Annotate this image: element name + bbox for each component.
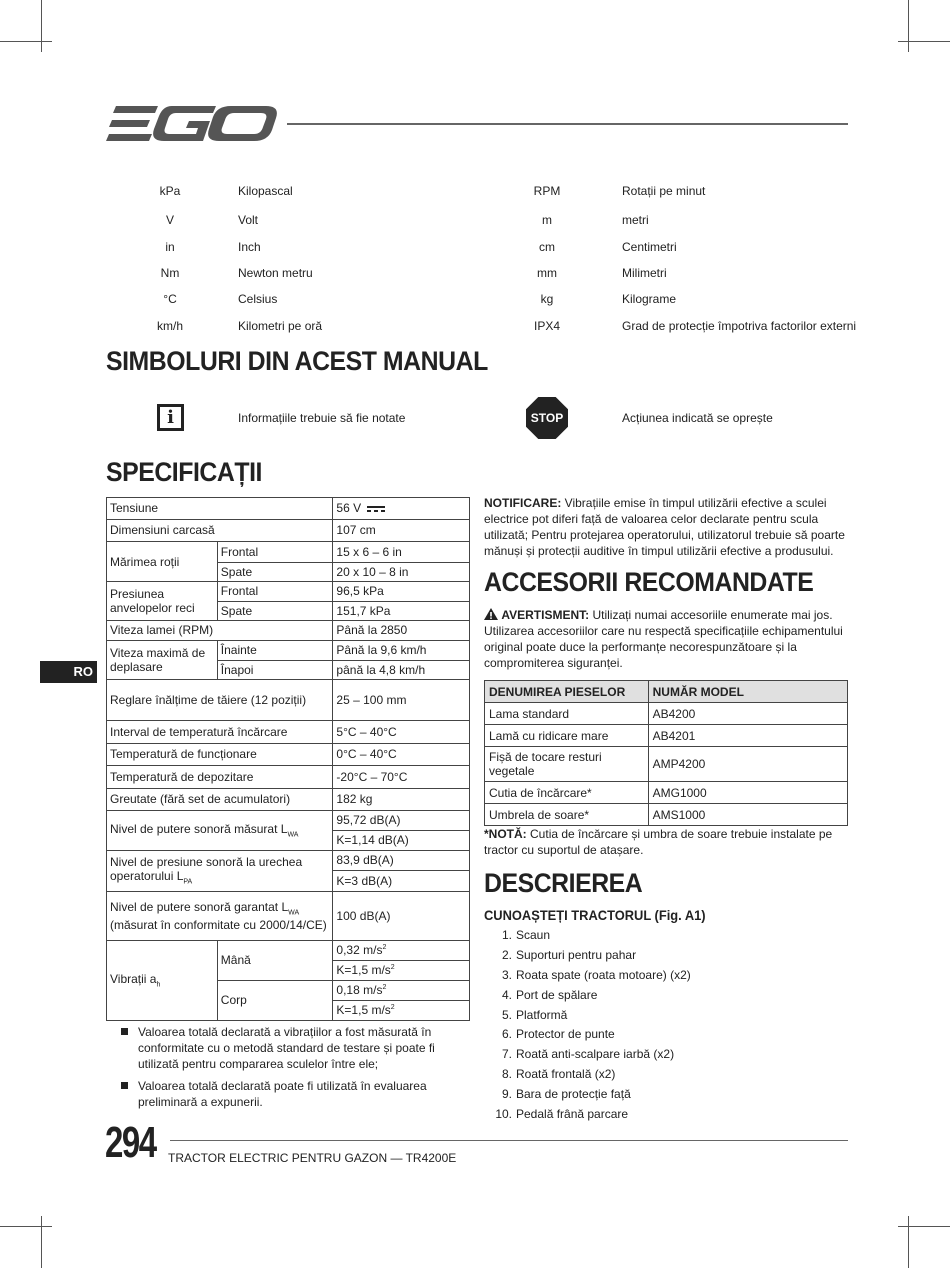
spec-value: 107 cm: [333, 520, 470, 542]
specs-heading: SPECIFICAȚII: [106, 457, 262, 487]
accessories-heading: ACCESORII RECOMANDATE: [484, 567, 814, 597]
table-row: [107, 765, 470, 788]
bullet-item: Valoarea totală declarată a vibrațiilor a fost măsurată în conformitate cu o metodă standard de testare și poate fi utilizată pentru compararea sculelor între ele;: [138, 1024, 472, 1072]
part-name: Cutia de încărcare*: [485, 782, 649, 804]
note-paragraph: *NOTĂ: Cutia de încărcare și umbra de soare trebuie instalate pe tractor cu suportul de atașare.: [484, 827, 833, 857]
dc-icon: [367, 505, 385, 513]
spec-value: 20 x 10 – 8 in: [333, 563, 470, 582]
header-rule: [287, 123, 848, 125]
unit-name: metri: [622, 213, 649, 227]
spec-value: 0,32 $m/s^2$: [333, 940, 470, 960]
list-item: 2. Suporturi pentru pahar: [501, 947, 637, 962]
table-row: [107, 498, 470, 520]
spec-sublabel: Frontal: [217, 542, 333, 563]
table-row: [107, 542, 470, 563]
list-item: 3. Roata spate (roata motoare) (x2): [501, 967, 691, 982]
column-header: DENUMIREA PIESELOR: [485, 681, 649, 703]
parts-list: [492, 928, 691, 1127]
spec-label: Mărimea roții: [107, 542, 218, 582]
spec-label: Viteza lamei (RPM): [107, 621, 333, 641]
crop-mark: [898, 1226, 950, 1227]
spec-value: 83,9 dB(A): [333, 850, 470, 870]
spec-sublabel: Înainte: [217, 641, 333, 660]
spec-value: K=1,5 $m/s^2$: [333, 960, 470, 980]
stop-text: Acțiunea indicată se oprește: [622, 411, 773, 425]
spec-value: 25 – 100 mm: [333, 679, 470, 720]
spec-value: K=1,14 dB(A): [333, 830, 470, 850]
bullet-square-icon: [121, 1082, 128, 1089]
spec-value: K=3 dB(A): [333, 870, 470, 891]
spec-label: Nivel de presiune sonoră la urechea operatorului $L_{PA}$: [107, 850, 333, 891]
unit-name: Celsius: [238, 292, 278, 306]
column-header: NUMĂR MODEL: [648, 681, 847, 703]
spec-sublabel: Spate: [217, 563, 333, 582]
spec-label: Vibrații $a_h$: [107, 940, 218, 1020]
spec-sublabel: Frontal: [217, 582, 333, 601]
stop-label: STOP: [530, 411, 564, 425]
spec-value: până la 4,8 km/h: [333, 660, 470, 679]
accessories-table: [484, 680, 848, 826]
part-name: Lama standard: [485, 703, 649, 725]
spec-value: 182 kg: [333, 788, 470, 810]
crop-mark: [41, 0, 42, 52]
part-model: AMG1000: [648, 782, 847, 804]
spec-label: Temperatură de funcționare: [107, 743, 333, 765]
unit-name: Grad de protecție împotriva factorilor externi: [622, 319, 857, 333]
table-row: [485, 804, 848, 826]
spec-value: 0°C – 40°C: [333, 743, 470, 765]
table-row: [107, 810, 470, 830]
table-row: [107, 621, 470, 641]
bullet-item: Valoarea totală declarată poate fi utilizată în evaluarea preliminară a expunerii.: [138, 1078, 472, 1110]
part-model: AB4201: [648, 725, 847, 747]
spec-value: Până la 9,6 km/h: [333, 641, 470, 660]
unit-abbr: cm: [539, 240, 555, 254]
spec-label: Interval de temperatură încărcare: [107, 720, 333, 743]
list-item: 7. Roată anti-scalpare iarbă (x2): [501, 1047, 675, 1062]
spec-label: Reglare înălțime de tăiere (12 poziții): [107, 679, 333, 720]
part-name: Umbrela de soare*: [485, 804, 649, 826]
ego-logo: [106, 104, 278, 144]
table-row: [107, 641, 470, 660]
spec-label: Tensiune: [107, 498, 333, 520]
info-text: Informațiile trebuie să fie notate: [238, 411, 406, 425]
unit-abbr: RPM: [533, 184, 561, 198]
unit-abbr: in: [165, 240, 175, 254]
table-row: [485, 747, 848, 782]
spec-label: Dimensiuni carcasă: [107, 520, 333, 542]
unit-abbr: m: [542, 213, 552, 227]
spec-label: Temperatură de depozitare: [107, 765, 333, 788]
list-item: 5. Platformă: [501, 1007, 568, 1022]
spec-label: Viteza maximă de deplasare: [107, 641, 218, 680]
table-row: [485, 782, 848, 804]
footer-title: TRACTOR ELECTRIC PENTRU GAZON — TR4200E: [168, 1151, 457, 1165]
part-name: Fișă de tocare resturi vegetale: [485, 747, 649, 782]
spec-value: -20°C – 70°C: [333, 765, 470, 788]
spec-sublabel: Înapoi: [217, 660, 333, 679]
unit-name: Inch: [238, 240, 261, 254]
spec-sublabel: Mână: [217, 940, 333, 980]
unit-abbr: IPX4: [533, 319, 560, 333]
table-row: [107, 520, 470, 542]
spec-table: [106, 497, 470, 1021]
unit-abbr: mm: [537, 266, 557, 280]
spec-value: K=1,5 $m/s^2$: [333, 1000, 470, 1020]
spec-value: 15 x 6 – 6 in: [333, 542, 470, 563]
table-row: [107, 720, 470, 743]
table-row: [107, 940, 470, 960]
unit-name: Volt: [238, 213, 259, 227]
part-model: AMP4200: [648, 747, 847, 782]
unit-name: Kilograme: [622, 292, 677, 306]
table-row: [107, 891, 470, 940]
spec-value: 151,7 kPa: [333, 601, 470, 620]
crop-mark: [908, 0, 909, 52]
unit-name: Rotații pe minut: [622, 184, 706, 198]
table-row: [107, 679, 470, 720]
list-item: 8. Roată frontală (x2): [501, 1067, 616, 1082]
list-item: 1. Scaun: [501, 928, 551, 942]
table-row: [107, 850, 470, 870]
spec-label: Nivel de putere sonoră măsurat $L_{WA}$: [107, 810, 333, 850]
spec-value: 56 V: [333, 498, 470, 520]
unit-abbr: V: [165, 213, 174, 227]
symbols-heading: SIMBOLURI DIN ACEST MANUAL: [106, 346, 488, 376]
table-row: [107, 788, 470, 810]
table-row: [107, 582, 470, 601]
info-icon: [157, 404, 184, 431]
list-item: 10. Pedală frână parcare: [495, 1107, 629, 1122]
unit-abbr: Nm: [160, 266, 180, 280]
notice-paragraph: NOTIFICARE: Vibrațiile emise în timpul utilizării efective a sculei electrice pot diferi față de valoarea celor declarate pentru scula utilizată; Pentru protejarea operatorului, utilizatorul trebuie să poarte mănuși și protecții auditive în timpul utilizării efective a produsului.: [484, 496, 845, 558]
spec-value: 95,72 dB(A): [333, 810, 470, 830]
table-header-row: [485, 681, 848, 703]
spec-label: Nivel de putere sonoră garantat $L_{WA}$ (măsurat în conformitate cu 2000/14/CE): [107, 891, 333, 940]
unit-name: Kilopascal: [238, 184, 293, 198]
crop-mark: [898, 41, 950, 42]
unit-abbr: kg: [540, 292, 554, 306]
spec-sublabel: Corp: [217, 980, 333, 1020]
crop-mark: [908, 1216, 909, 1268]
spec-label: Presiunea anvelopelor reci: [107, 582, 218, 621]
spec-value: 0,18 $m/s^2$: [333, 980, 470, 1000]
page-number: 294: [105, 1118, 156, 1167]
description-heading: DESCRIEREA: [484, 868, 643, 898]
warning-icon: [484, 608, 498, 620]
bullet-square-icon: [121, 1028, 128, 1035]
spec-value: Până la 2850: [333, 621, 470, 641]
unit-abbr: km/h: [156, 319, 183, 333]
table-row: [485, 725, 848, 747]
warning-paragraph: AVERTISMENT: Utilizați numai accesoriile enumerate mai jos. Utilizarea accesoriilor care nu respectă specificațiile echipamentului original poate duce la performanțe necorespunzătoare și la compromiterea siguranței.: [484, 608, 843, 670]
unit-name: Centimetri: [622, 240, 677, 254]
part-model: AB4200: [648, 703, 847, 725]
spec-sublabel: Spate: [217, 601, 333, 620]
crop-mark: [0, 41, 52, 42]
language-tab: RO: [40, 661, 97, 683]
unit-abbr: kPa: [159, 184, 181, 198]
part-model: AMS1000: [648, 804, 847, 826]
description-subheading: CUNOAȘTEȚI TRACTORUL (Fig. A1): [484, 907, 706, 923]
unit-name: Milimetri: [622, 266, 667, 280]
list-item: 6. Protector de punte: [501, 1027, 615, 1042]
spec-value: 5°C – 40°C: [333, 720, 470, 743]
part-name: Lamă cu ridicare mare: [485, 725, 649, 747]
footer-rule: [170, 1140, 848, 1141]
table-row: [107, 743, 470, 765]
spec-value: 100 dB(A): [333, 891, 470, 940]
spec-label: Greutate (fără set de acumulatori): [107, 788, 333, 810]
table-row: [485, 703, 848, 725]
unit-name: Newton metru: [238, 266, 313, 280]
unit-name: Kilometri pe oră: [238, 319, 323, 333]
spec-value: 96,5 kPa: [333, 582, 470, 601]
unit-abbr: °C: [163, 292, 177, 306]
crop-mark: [41, 1216, 42, 1268]
info-icon-letter: i: [167, 407, 174, 428]
list-item: 9. Bara de protecție față: [501, 1087, 631, 1102]
list-item: 4. Port de spălare: [501, 987, 598, 1002]
crop-mark: [0, 1226, 52, 1227]
